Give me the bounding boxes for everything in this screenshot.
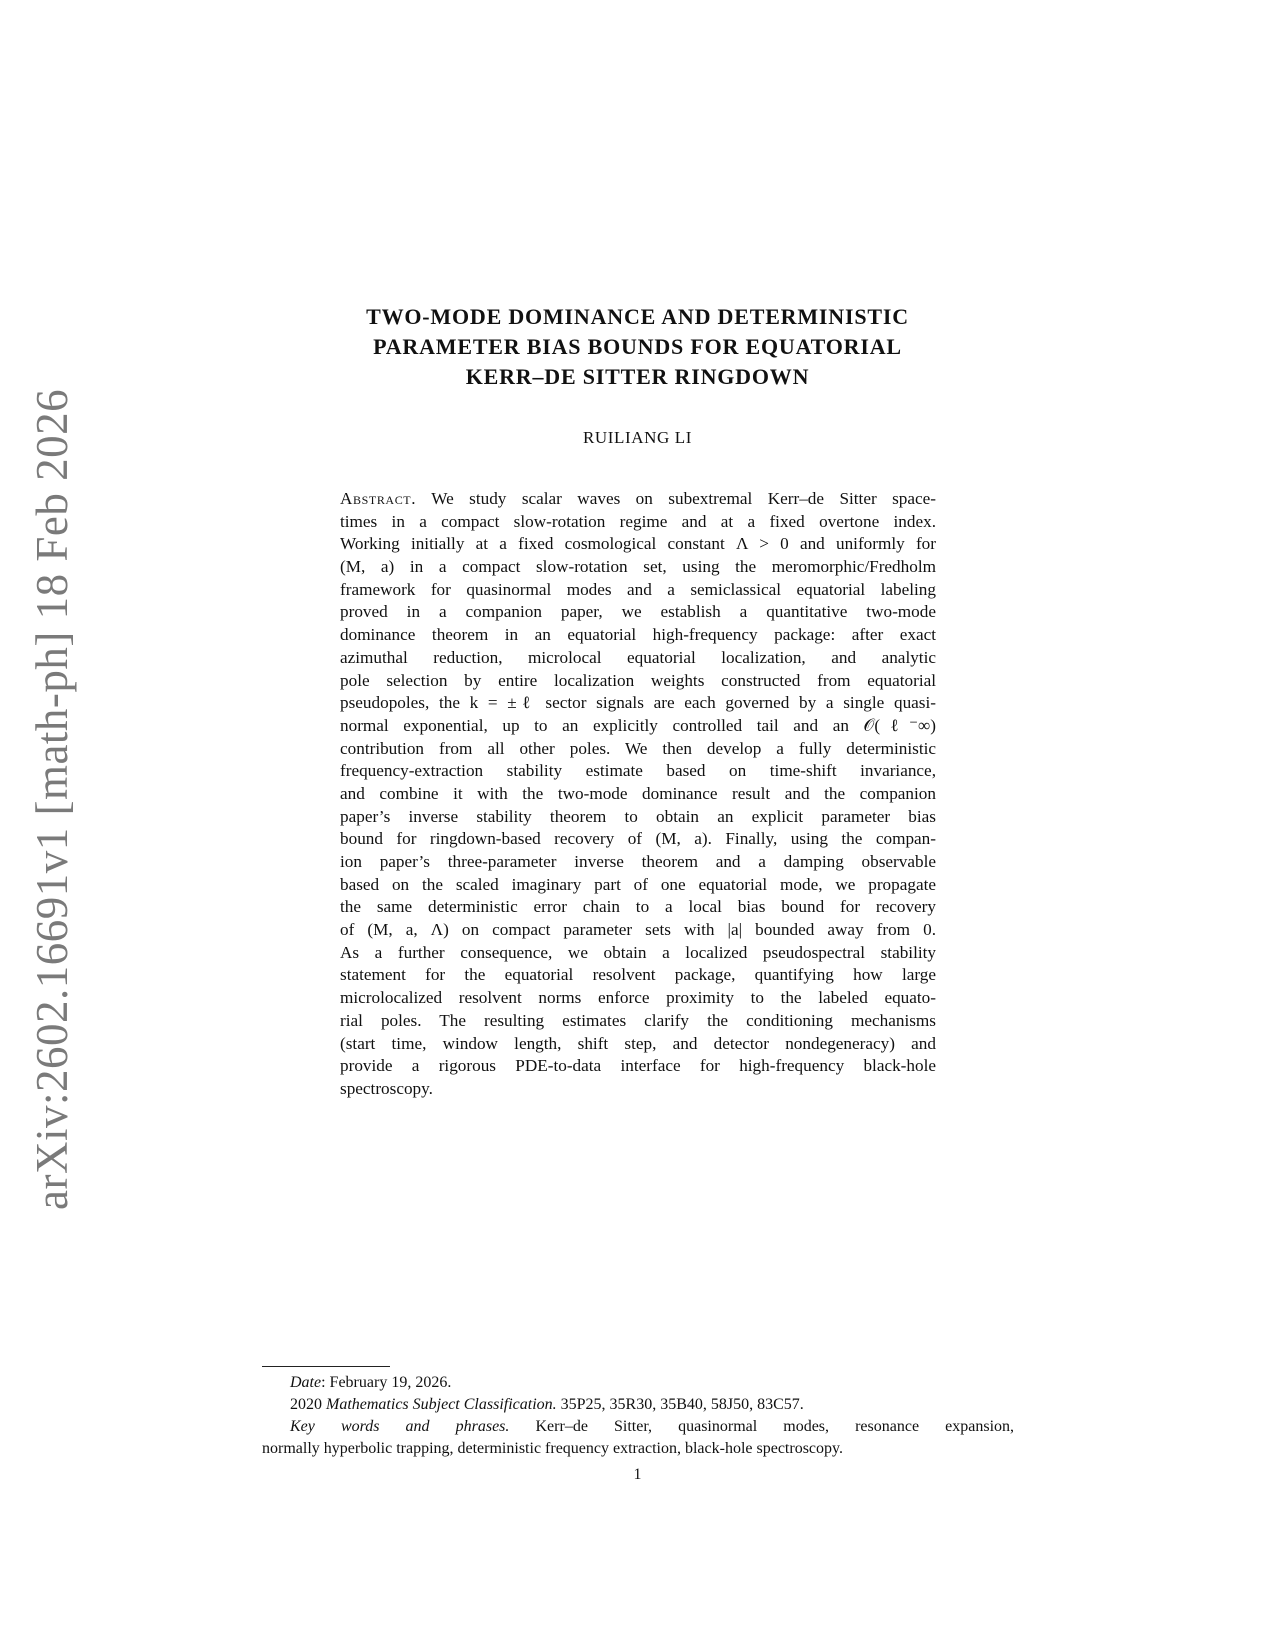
footnote-msc: 2020 Mathematics Subject Classification. 35P25, 35R30, 35B40, 58J50, 83C57. — [290, 1396, 804, 1413]
abstract-line: Working initially at a fixed cosmological constant Λ > 0 and uniformly for — [340, 534, 936, 554]
abstract-line: microlocalized resolvent norms enforce proximity to the labeled equato- — [340, 988, 936, 1008]
abstract-line: times in a compact slow-rotation regime and at a fixed overtone index. — [340, 511, 936, 531]
abstract-line: dominance theorem in an equatorial high-frequency package: after exact — [340, 625, 936, 645]
footnote-rule — [262, 1366, 390, 1367]
abstract-line: of (M, a, Λ) on compact parameter sets with |a| bounded away from 0. — [340, 920, 936, 940]
abstract-line: spectroscopy. — [340, 1078, 433, 1098]
abstract-line: bound for ringdown-based recovery of (M, a). Finally, using the compan- — [340, 829, 936, 849]
abstract-line: normal exponential, up to an explicitly controlled tail and an 𝒪(ℓ⁻∞) — [340, 715, 936, 735]
title-line: KERR–DE SITTER RINGDOWN — [465, 364, 810, 389]
abstract-line: proved in a companion paper, we establish a quantitative two-mode — [340, 602, 936, 622]
abstract-line: Abstract. We study scalar waves on subextremal Kerr–de Sitter space- — [340, 489, 936, 508]
paper-title — [250, 302, 1025, 392]
abstract-line: paper’s inverse stability theorem to obtain an explicit parameter bias — [340, 806, 936, 826]
abstract-line: azimuthal reduction, microlocal equatorial localization, and analytic — [340, 647, 936, 667]
page-number: 1 — [633, 1466, 642, 1483]
arxiv-identifier: arXiv:2602.16691v1 [math-ph] 18 Feb 2026 — [27, 388, 77, 1210]
footnote-date: Date: February 19, 2026. — [290, 1374, 452, 1391]
title-line: PARAMETER BIAS BOUNDS FOR EQUATORIAL — [373, 334, 902, 359]
footnotes — [262, 1372, 1014, 1460]
abstract-line: As a further consequence, we obtain a localized pseudospectral stability — [340, 942, 936, 962]
abstract-line: rial poles. The resulting estimates clarify the conditioning mechanisms — [340, 1010, 936, 1030]
abstract-line: pseudopoles, the k = ±ℓ sector signals are each governed by a single quasi- — [340, 693, 936, 713]
abstract-line: ion paper’s three-parameter inverse theorem and a damping observable — [340, 852, 936, 871]
footnote-keywords: Key words and phrases. Kerr–de Sitter, quasinormal modes, resonance expansion, — [290, 1418, 1015, 1435]
author-name: RUILIANG LI — [582, 428, 693, 447]
abstract-line: pole selection by entire localization weights constructed from equatorial — [340, 670, 936, 690]
abstract-line: frequency-extraction stability estimate based on time-shift invariance, — [340, 761, 936, 781]
abstract-heading: Abstract. — [340, 489, 417, 508]
abstract-line: the same deterministic error chain to a local bias bound for recovery — [340, 897, 936, 917]
abstract — [340, 488, 936, 1101]
footnote-keywords-continued: normally hyperbolic trapping, deterministic frequency extraction, black-hole spectroscopy. — [262, 1440, 843, 1457]
abstract-line: framework for quasinormal modes and a semiclassical equatorial labeling — [340, 579, 936, 599]
abstract-line: contribution from all other poles. We then develop a fully deterministic — [340, 738, 936, 758]
abstract-line: (start time, window length, shift step, and detector nondegeneracy) and — [340, 1033, 936, 1053]
abstract-line: provide a rigorous PDE-to-data interface for high-frequency black-hole — [340, 1056, 936, 1076]
abstract-line: statement for the equatorial resolvent package, quantifying how large — [340, 965, 936, 985]
abstract-line: and combine it with the two-mode dominance result and the companion — [340, 783, 936, 803]
abstract-line: (M, a) in a compact slow-rotation set, using the meromorphic/Fredholm — [340, 557, 936, 577]
title-line: TWO-MODE DOMINANCE AND DETERMINISTIC — [366, 304, 909, 329]
abstract-line: based on the scaled imaginary part of one equatorial mode, we propagate — [340, 874, 936, 894]
